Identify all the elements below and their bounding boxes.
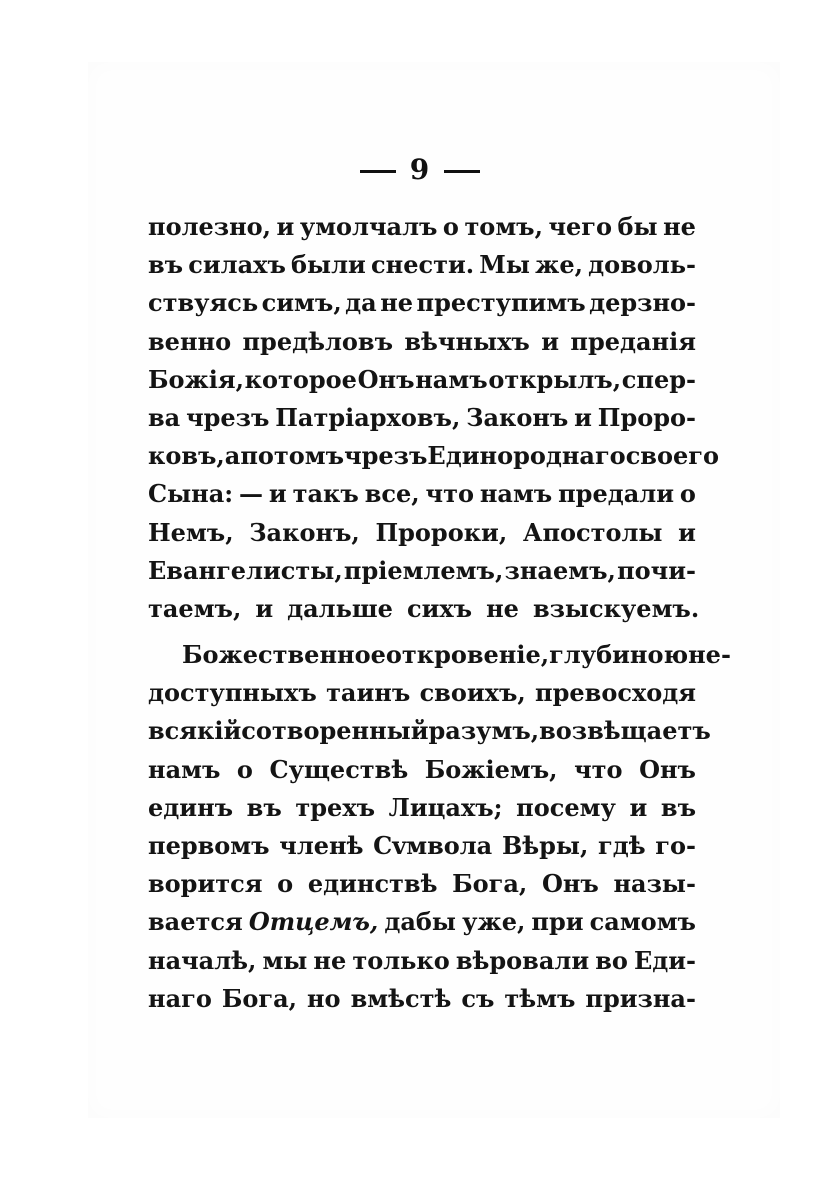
word: тѣмъ <box>504 983 576 1013</box>
word: Евангелисты, <box>148 555 343 585</box>
word: ворится <box>148 869 263 899</box>
text-line <box>148 980 696 1018</box>
word: и <box>255 593 274 623</box>
word: снести. <box>371 250 475 280</box>
word: при <box>531 907 584 937</box>
word: дабы <box>384 907 456 937</box>
word: но <box>306 983 341 1013</box>
word: Онъ <box>639 754 696 784</box>
word: вѣровали <box>455 945 590 975</box>
word: не <box>313 945 347 975</box>
paragraph <box>148 208 719 628</box>
text-line <box>148 751 696 789</box>
word: потомъ <box>240 441 345 471</box>
word: мы <box>262 945 308 975</box>
word: гдѣ <box>598 831 646 860</box>
word: бы <box>617 212 658 241</box>
word: знаемъ, <box>504 555 616 585</box>
text-line <box>148 514 696 552</box>
word: и <box>541 326 560 356</box>
word: Существѣ <box>269 754 409 784</box>
word: а <box>224 441 241 471</box>
word: Онъ <box>357 364 415 394</box>
word: вается <box>148 907 243 937</box>
text-line <box>148 399 696 437</box>
text-line <box>148 827 696 865</box>
text-line <box>148 712 711 750</box>
word: открылъ, <box>488 364 622 394</box>
word: дальше <box>287 593 393 623</box>
word: и <box>629 792 648 822</box>
word: и <box>276 212 295 241</box>
word: съ <box>461 983 495 1013</box>
word <box>249 903 378 941</box>
word: и <box>574 402 592 432</box>
word: о <box>236 754 253 784</box>
word: Проро- <box>597 402 696 432</box>
word: взыскуемъ. <box>532 593 700 623</box>
word: возвѣщаетъ <box>539 716 711 746</box>
word: которое <box>244 364 357 394</box>
word: чрезъ <box>186 402 270 432</box>
text-line <box>148 590 700 628</box>
word: назы- <box>613 869 696 899</box>
word: уже, <box>462 907 526 937</box>
word: пріемлемъ, <box>343 555 504 585</box>
word: спер- <box>621 364 696 394</box>
word: и <box>678 517 696 547</box>
word: томъ, <box>464 212 543 241</box>
word: Немъ, <box>148 517 234 547</box>
word: откровеніе, <box>385 640 550 670</box>
word: въ <box>660 792 696 822</box>
text-line <box>148 789 696 827</box>
word: дерзно- <box>589 288 696 318</box>
word: сихъ <box>406 593 473 623</box>
word: не- <box>688 640 731 670</box>
word: посему <box>516 792 616 822</box>
text-line <box>148 475 696 513</box>
page-header <box>0 150 840 190</box>
word: не <box>663 212 696 241</box>
word: Божественное <box>182 640 386 670</box>
word: такъ <box>292 479 359 509</box>
word: же, <box>535 250 583 280</box>
word: Патріарховъ, <box>275 402 461 432</box>
word: Законъ, <box>249 517 360 547</box>
word: Онъ <box>541 869 599 899</box>
word: преступимъ <box>416 288 586 318</box>
word: полезно, <box>148 212 272 241</box>
word: силахъ <box>188 250 286 280</box>
word: доступныхъ <box>148 678 317 708</box>
word: Вѣры, <box>501 831 589 860</box>
word: венно <box>148 326 232 356</box>
word: го- <box>655 831 696 860</box>
word: чрезъ <box>344 441 428 471</box>
text-line <box>148 636 731 674</box>
word: да <box>345 288 377 318</box>
word: вѣчныхъ <box>404 326 530 356</box>
word: Пророки, <box>375 517 508 547</box>
word: Лицахъ; <box>388 792 503 822</box>
word: Божіемъ, <box>424 754 558 784</box>
word: превосходя <box>535 678 696 708</box>
word: преданія <box>570 326 696 356</box>
text-line <box>148 208 696 246</box>
word: доволь- <box>588 250 696 280</box>
word: только <box>352 945 450 975</box>
text-line <box>148 246 696 284</box>
paragraph-gap <box>148 628 696 636</box>
header-dash-left <box>360 170 396 173</box>
word: ствуясь <box>148 288 259 318</box>
word: членѣ <box>279 831 364 860</box>
word: ковъ, <box>148 441 225 471</box>
text-line <box>148 361 696 399</box>
word: вмѣстѣ <box>350 983 452 1013</box>
word: Бога, <box>221 983 297 1013</box>
text-line <box>148 865 696 903</box>
word: наго <box>148 983 212 1013</box>
word: не <box>486 593 519 623</box>
word: все, <box>364 479 420 509</box>
text-line <box>148 674 696 712</box>
word: началѣ, <box>148 945 257 975</box>
word: разумъ, <box>428 716 540 746</box>
word: о <box>442 212 459 241</box>
word: предали <box>558 479 674 509</box>
word: единъ <box>148 792 234 822</box>
word: умолчалъ <box>299 212 438 241</box>
word: глубиною <box>549 640 689 670</box>
word: намъ <box>479 479 553 509</box>
word: Законъ <box>466 402 569 432</box>
word: о <box>679 479 696 509</box>
word: призна- <box>585 983 696 1013</box>
header-dash-right <box>444 170 480 173</box>
paragraph <box>148 636 731 1018</box>
word: Божія, <box>148 364 244 394</box>
word: своихъ, <box>419 678 526 708</box>
body-text <box>148 208 731 1018</box>
text-line <box>148 903 696 941</box>
word: своего <box>625 441 719 471</box>
text-line <box>148 284 696 322</box>
word: Сvмвола <box>373 831 493 860</box>
word: въ <box>246 792 282 822</box>
page-number: 9 <box>409 153 431 186</box>
word: трехъ <box>295 792 376 822</box>
word: почи- <box>617 555 696 585</box>
word: единствѣ <box>307 869 438 899</box>
word: что <box>425 479 474 509</box>
text-line <box>148 552 696 590</box>
word: — <box>239 479 264 509</box>
word: были <box>291 250 366 280</box>
word: во <box>595 945 628 975</box>
text-line <box>148 323 696 361</box>
text-line <box>148 942 696 980</box>
word: о <box>277 869 294 899</box>
word: Еди- <box>633 945 696 975</box>
word: намъ <box>148 754 221 784</box>
word: и <box>268 479 287 509</box>
word: Сына: <box>148 479 234 509</box>
word: предѣловъ <box>242 326 393 356</box>
word: Единороднаго <box>427 441 626 471</box>
word: намъ <box>415 364 488 394</box>
word: ва <box>148 402 181 432</box>
word: таемъ, <box>148 593 242 623</box>
word: самомъ <box>589 907 696 937</box>
word: всякій <box>148 716 242 746</box>
word: первомъ <box>148 831 270 860</box>
word: Апостолы <box>522 517 663 547</box>
word: что <box>574 754 623 784</box>
word: симъ, <box>261 288 342 318</box>
text-line <box>148 437 719 475</box>
word: Мы <box>479 250 530 280</box>
word: сотворенный <box>241 716 429 746</box>
word: чего <box>548 212 612 241</box>
word: Бога, <box>452 869 528 899</box>
word: таинъ <box>326 678 411 708</box>
word: не <box>380 288 414 318</box>
word: въ <box>148 250 184 280</box>
emphasized-word: Отцемъ, <box>248 907 379 937</box>
